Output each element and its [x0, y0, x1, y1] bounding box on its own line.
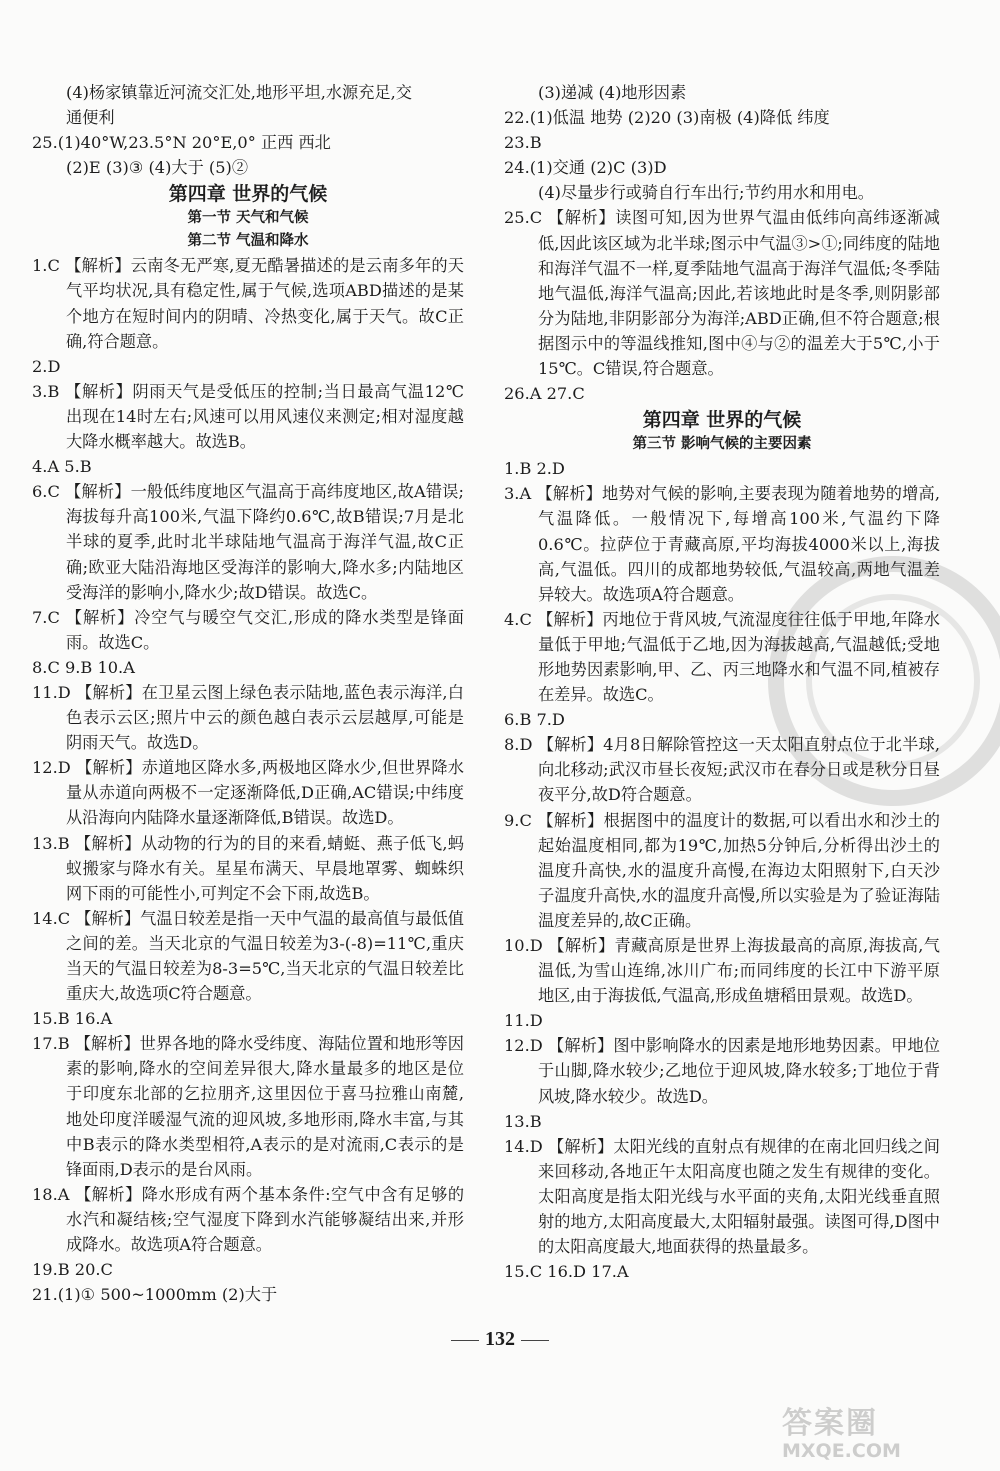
- answer-item: 7.C 【解析】冷空气与暖空气交汇,形成的降水类型是锋面雨。故选C。: [32, 607, 464, 652]
- page-number-text: 132: [485, 1328, 515, 1350]
- answer-item: 9.C 【解析】根据图中的温度计的数据,可以看出水和沙土的起始温度相同,都为19℃,加热5分钟后,分析得出沙土的温度升高快,水的温度升高慢,在海边太阳照射下,白天沙子温度升高快,水的温度升高慢,所以实验是为了验证海陆温度差异的,故C正确。: [504, 810, 940, 930]
- answer-item: 13.B: [504, 1111, 542, 1131]
- answer-item: 6.C 【解析】一般低纬度地区气温高于高纬度地区,故A错误;海拔每升高100米,气温下降约0.6℃,故B错误;7月是北半球的夏季,此时北半球陆地气温高于海洋气温,故C正确;欧亚大陆沿海地区受海洋的影响大,降水多;内陆地区受海洋的影响小,降水少;故D错误。故选C。: [32, 482, 464, 602]
- answer-item: 12.D 【解析】赤道地区降水多,两极地区降水少,但世界降水量从赤道向两极不一定逐渐降低,D正确,AC错误;中纬度从沿海向内陆降水量逐渐降低,B错误。故选D。: [32, 758, 464, 828]
- page-number-dash-left: [451, 1340, 479, 1341]
- chapter-title: 第四章 世界的气候: [642, 409, 802, 432]
- page-number-dash-right: [521, 1340, 549, 1341]
- answer-item: 17.B 【解析】世界各地的降水受纬度、海陆位置和地形等因素的影响,降水的空间差异很大,降水量最多的地区是位于印度东北部的乞拉朋齐,这里因位于喜马拉雅山南麓,地处印度洋暖湿气流的迎风坡,多地形雨,降水丰富,与其中B表示的降水类型相符,A表示的是对流雨,C表示的是锋面雨,D表示的是台风雨。: [32, 1034, 464, 1179]
- answer-item: 11.D: [504, 1011, 543, 1031]
- answer-item: 13.B 【解析】从动物的行为的目的来看,蜻蜓、燕子低飞,蚂蚁搬家与降水有关。星星布满天、早晨地罩雾、蜘蛛织网下雨的可能性小,可判定不会下雨,故选B。: [32, 833, 464, 903]
- left-column: [32, 80, 464, 1307]
- answer-item: 12.D 【解析】图中影响降水的因素是地形地势因素。甲地位于山脚,降水较少;乙地位于迎风坡,降水较多;丁地位于背风坡,降水较少。故选D。: [504, 1036, 940, 1106]
- answer-item: 8.C 9.B 10.A: [32, 657, 135, 677]
- answer-item: 24.(1)交通 (2)C (3)D: [504, 158, 667, 178]
- answer-item: 18.A 【解析】降水形成有两个基本条件:空气中含有足够的水汽和凝结核;空气湿度下降到水汽能够凝结出来,并形成降水。故选项A符合题意。: [32, 1184, 464, 1255]
- answer-item: 10.D 【解析】青藏高原是世界上海拔最高的高原,海拔高,气温低,为雪山连绵,冰川广布;而同纬度的长江中下游平原地区,由于海拔低,气温高,形成鱼塘稻田景观。故选D。: [504, 936, 940, 1006]
- answer-item: 1.B 2.D: [504, 459, 565, 479]
- answer-item: 2.D: [32, 356, 61, 376]
- answer-item: 15.B 16.A: [32, 1009, 113, 1029]
- answer-item: 4.C 【解析】丙地位于背风坡,气流湿度往往低于甲地,年降水量低于甲地;气温低于乙地,因为海拔越高,气温越低;受地形地势因素影响,甲、乙、丙三地降水和气温不同,植被存在差异。故选C。: [504, 609, 940, 705]
- answer-item: 14.D 【解析】太阳光线的直射点有规律的在南北回归线之间来回移动,各地正午太阳高度也随之发生有规律的变化。太阳高度是指太阳光线与水平面的夹角,太阳光线垂直照射的地方,太阳高度最大,太阳辐射最强。读图可得,D图中的太阳高度最大,地面获得的热量最多。: [504, 1136, 940, 1257]
- site-watermark: [782, 1408, 992, 1466]
- answer-item: (3)递减 (4)地形因素: [538, 83, 687, 102]
- answer-item: 26.A 27.C: [504, 384, 585, 404]
- answer-item: 3.A 【解析】地势对气候的影响,主要表现为随着地势的增高,气温降低。一般情况下,每增高100米,气温约下降0.6℃。拉萨位于青藏高原,平均海拔4000米以上,海拔高,气温低。四川的成都地势较低,气温较高,两地气温差异较大。故选项A符合题意。: [504, 484, 940, 604]
- right-column: [504, 80, 940, 1284]
- section-title: 第一节 天气和气候: [187, 210, 309, 227]
- answer-item: 11.D 【解析】在卫星云图上绿色表示陆地,蓝色表示海洋,白色表示云区;照片中云的颜色越白表示云层越厚,可能是阴雨天气。故选D。: [32, 682, 464, 753]
- site-watermark-url: MXQE.COM: [782, 1440, 901, 1462]
- site-watermark-logo-text: 答案圈: [782, 1406, 878, 1441]
- answer-item: 25.(1)40°W,23.5°N 20°E,0° 正西 西北: [32, 133, 331, 153]
- answer-item: 1.C 【解析】云南冬无严寒,夏无酷暑描述的是云南多年的天气平均状况,具有稳定性,属于气候,选项ABD描述的是某个地方在短时间内的阴晴、冷热变化,属于天气。故C正确,符合题意。: [32, 256, 464, 351]
- answer-item: 通便利: [66, 108, 115, 128]
- answer-item: 19.B 20.C: [32, 1260, 113, 1280]
- section-title: 第二节 气温和降水: [187, 233, 309, 250]
- answer-item: 3.B 【解析】阴雨天气是受低压的控制;当日最高气温12℃出现在14时左右;风速可以用风速仪来测定;相对湿度越大降水概率越大。故选B。: [32, 381, 464, 452]
- answer-item: 25.C 【解析】读图可知,因为世界气温由低纬向高纬逐渐减低,因此该区域为北半球;图示中气温③>①;同纬度的陆地和海洋气温不一样,夏季陆地气温高于海洋气温低;冬季陆地气温低,海洋气温高;因此,若该地此时是冬季,则阴影部分为陆地,非阴影部分为海洋;ABD正确,但不符合题意;根据图示中的等温线推知,图中④与②的温差大于5℃,小于15℃。C错误,符合题意。: [504, 208, 940, 379]
- answer-item: 6.B 7.D: [504, 710, 565, 730]
- answer-item: (2)E (3)③ (4)大于 (5)②: [66, 158, 249, 178]
- chapter-title: 第四章 世界的气候: [168, 183, 328, 206]
- answer-item: 4.A 5.B: [32, 457, 92, 477]
- page-number: [0, 1328, 1000, 1351]
- answer-item: (4)尽量步行或骑自行车出行;节约用水和用电。: [538, 183, 874, 203]
- answer-item: 21.(1)① 500~1000mm (2)大于: [32, 1285, 278, 1305]
- answer-item: 22.(1)低温 地势 (2)20 (3)南极 (4)降低 纬度: [504, 108, 830, 128]
- answer-item: 14.C 【解析】气温日较差是指一天中气温的最高值与最低值之间的差。当天北京的气温日较差为3-(-8)=11℃,重庆当天的气温日较差为8-3=5℃,当天北京的气温日较差比重庆大,故选项C符合题意。: [32, 908, 464, 1004]
- answer-item: 8.D 【解析】4月8日解除管控这一天太阳直射点位于北半球,向北移动;武汉市昼长夜短;武汉市在春分日或是秋分日昼夜平分,故D符合题意。: [504, 735, 940, 805]
- answer-item: (4)杨家镇靠近河流交汇处,地形平坦,水源充足,交: [66, 83, 412, 102]
- answer-item: 15.C 16.D 17.A: [504, 1262, 629, 1282]
- section-title: 第三节 影响气候的主要因素: [632, 436, 812, 453]
- answer-item: 23.B: [504, 133, 542, 153]
